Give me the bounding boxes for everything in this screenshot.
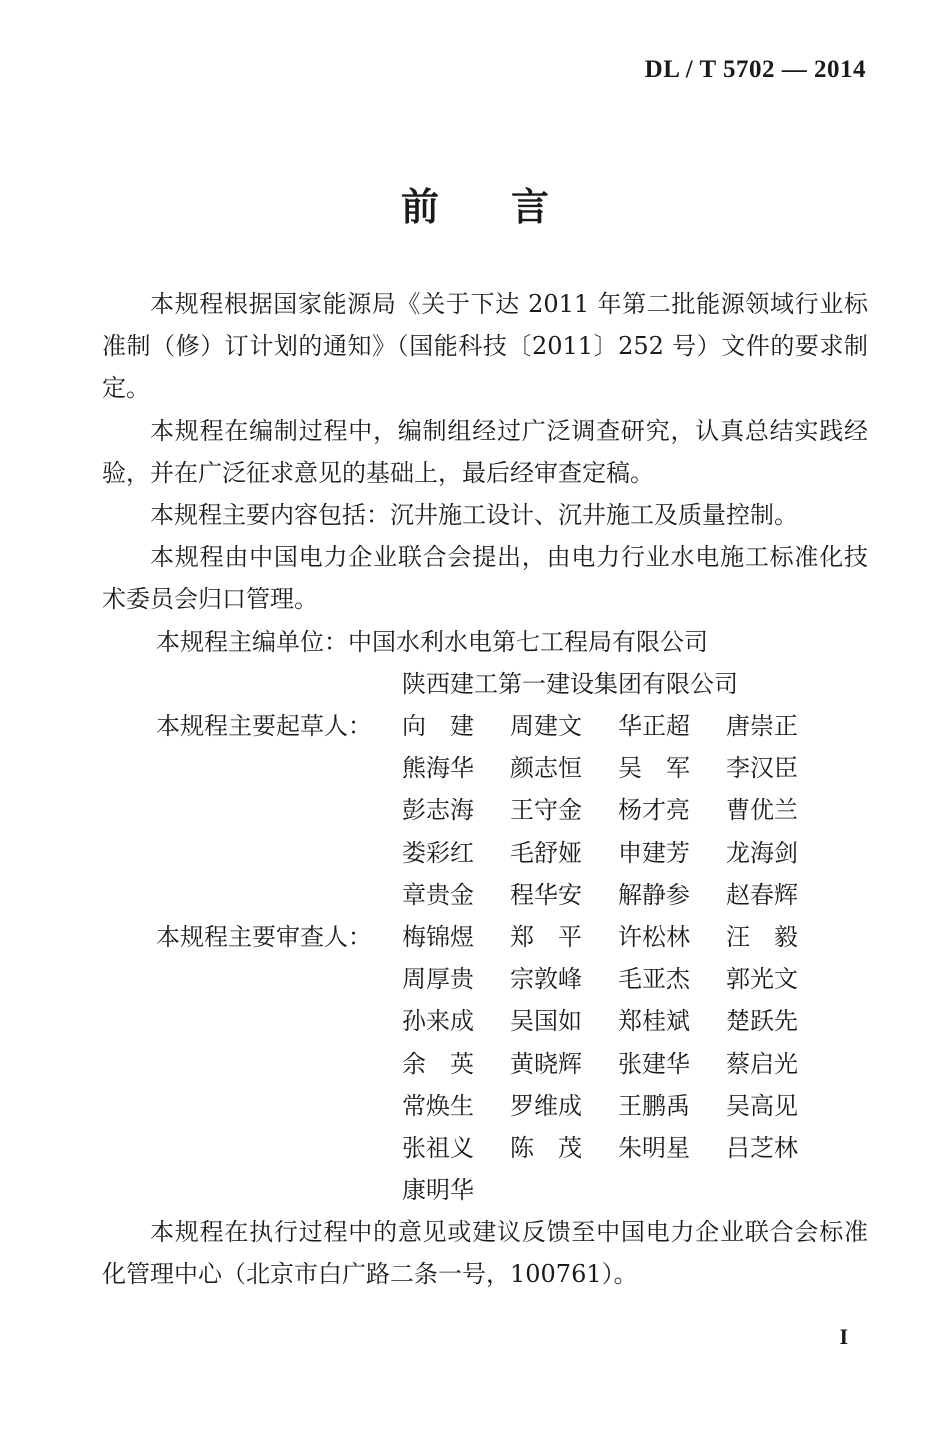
standard-number: DL / T 5702 — 2014 — [644, 56, 866, 83]
person-name: 吕芝林 — [726, 1133, 798, 1162]
person-name: 解静参 — [618, 880, 690, 909]
reviewers-row — [102, 1043, 868, 1085]
person-name: 余 英 — [402, 1049, 474, 1078]
chief-unit-row — [102, 663, 868, 705]
person-name: 楚跃先 — [726, 1007, 798, 1036]
person-name: 娄彩红 — [402, 838, 474, 867]
person-name: 向 建 — [402, 712, 474, 740]
person-name: 罗维成 — [510, 1091, 582, 1120]
drafters-row — [102, 705, 868, 747]
reviewers-list — [102, 916, 868, 1211]
person-name: 郭光文 — [726, 965, 798, 994]
person-name: 唐崇正 — [726, 712, 798, 740]
person-name: 李汉臣 — [726, 754, 798, 783]
drafters-row — [102, 832, 868, 874]
reviewers-row — [102, 958, 868, 1000]
person-name: 杨才亮 — [618, 796, 690, 825]
drafters-list — [102, 705, 868, 916]
person-name: 吴高见 — [726, 1091, 798, 1120]
person-name: 周建文 — [510, 712, 582, 740]
reviewers-row — [102, 1000, 868, 1042]
person-name: 赵春辉 — [726, 880, 798, 909]
person-name: 陈 茂 — [510, 1133, 582, 1162]
person-name: 毛舒娅 — [510, 838, 582, 867]
drafters-label: 本规程主要起草人： — [156, 712, 372, 740]
person-name: 吴 军 — [618, 754, 690, 783]
person-name: 张建华 — [618, 1049, 690, 1078]
person-name: 王鹏禹 — [618, 1091, 690, 1120]
person-name: 章贵金 — [402, 880, 474, 909]
chief-unit-row — [102, 621, 868, 663]
paragraph-content: 本规程主要内容包括：沉井施工设计、沉井施工及质量控制。 — [150, 501, 798, 530]
paragraph-management: 本规程由中国电力企业联合会提出，由电力行业水电施工标准化技术委员会归口管理。 — [102, 543, 868, 614]
page-title: 前言 — [400, 185, 621, 229]
person-name: 王守金 — [510, 796, 582, 825]
person-name: 毛亚杰 — [618, 965, 690, 994]
drafters-row — [102, 874, 868, 916]
person-name: 许松林 — [618, 922, 690, 951]
page-number: I — [839, 1324, 848, 1349]
person-name: 康明华 — [402, 1176, 474, 1205]
chief-units-label: 本规程主编单位： — [156, 627, 348, 656]
person-name: 张祖义 — [402, 1133, 474, 1162]
chief-unit-2: 陕西建工第一建设集团有限公司 — [402, 669, 738, 698]
person-name: 申建芳 — [618, 838, 690, 867]
person-name: 颜志恒 — [510, 754, 582, 783]
chief-unit-1: 中国水利水电第七工程局有限公司 — [348, 627, 708, 656]
person-name: 吴国如 — [510, 1007, 582, 1036]
reviewers-row — [102, 916, 868, 958]
reviewers-row — [102, 1169, 868, 1211]
person-name: 蔡启光 — [726, 1049, 798, 1078]
paragraph-feedback: 本规程在执行过程中的意见或建议反馈至中国电力企业联合会标准化管理中心（北京市白广路二条一号，100761）。 — [102, 1218, 868, 1289]
preface-body — [102, 283, 868, 1296]
reviewers-label: 本规程主要审查人： — [156, 922, 372, 951]
person-name: 熊海华 — [402, 754, 474, 783]
person-name: 周厚贵 — [402, 965, 474, 994]
person-name: 华正超 — [618, 712, 690, 740]
paragraph-basis: 本规程根据国家能源局《关于下达 2011 年第二批能源领域行业标准制（修）订计划的通知》（国能科技〔2011〕252 号）文件的要求制定。 — [102, 290, 868, 403]
person-name: 汪 毅 — [726, 922, 798, 951]
drafters-row — [102, 789, 868, 831]
person-name: 黄晓辉 — [510, 1049, 582, 1078]
paragraph-process: 本规程在编制过程中，编制组经过广泛调查研究，认真总结实践经验，并在广泛征求意见的基础上，最后经审查定稿。 — [102, 416, 868, 487]
drafters-row — [102, 747, 868, 789]
person-name: 郑 平 — [510, 922, 582, 951]
person-name: 郑桂斌 — [618, 1007, 690, 1036]
person-name: 彭志海 — [402, 796, 474, 825]
person-name: 程华安 — [510, 880, 582, 909]
reviewers-row — [102, 1127, 868, 1169]
person-name: 宗敦峰 — [510, 965, 582, 994]
person-name: 朱明星 — [618, 1133, 690, 1162]
person-name: 常焕生 — [402, 1091, 474, 1120]
person-name: 梅锦煜 — [402, 922, 474, 951]
person-name: 龙海剑 — [726, 838, 798, 867]
person-name: 孙来成 — [402, 1007, 474, 1036]
reviewers-row — [102, 1085, 868, 1127]
person-name: 曹优兰 — [726, 796, 798, 825]
